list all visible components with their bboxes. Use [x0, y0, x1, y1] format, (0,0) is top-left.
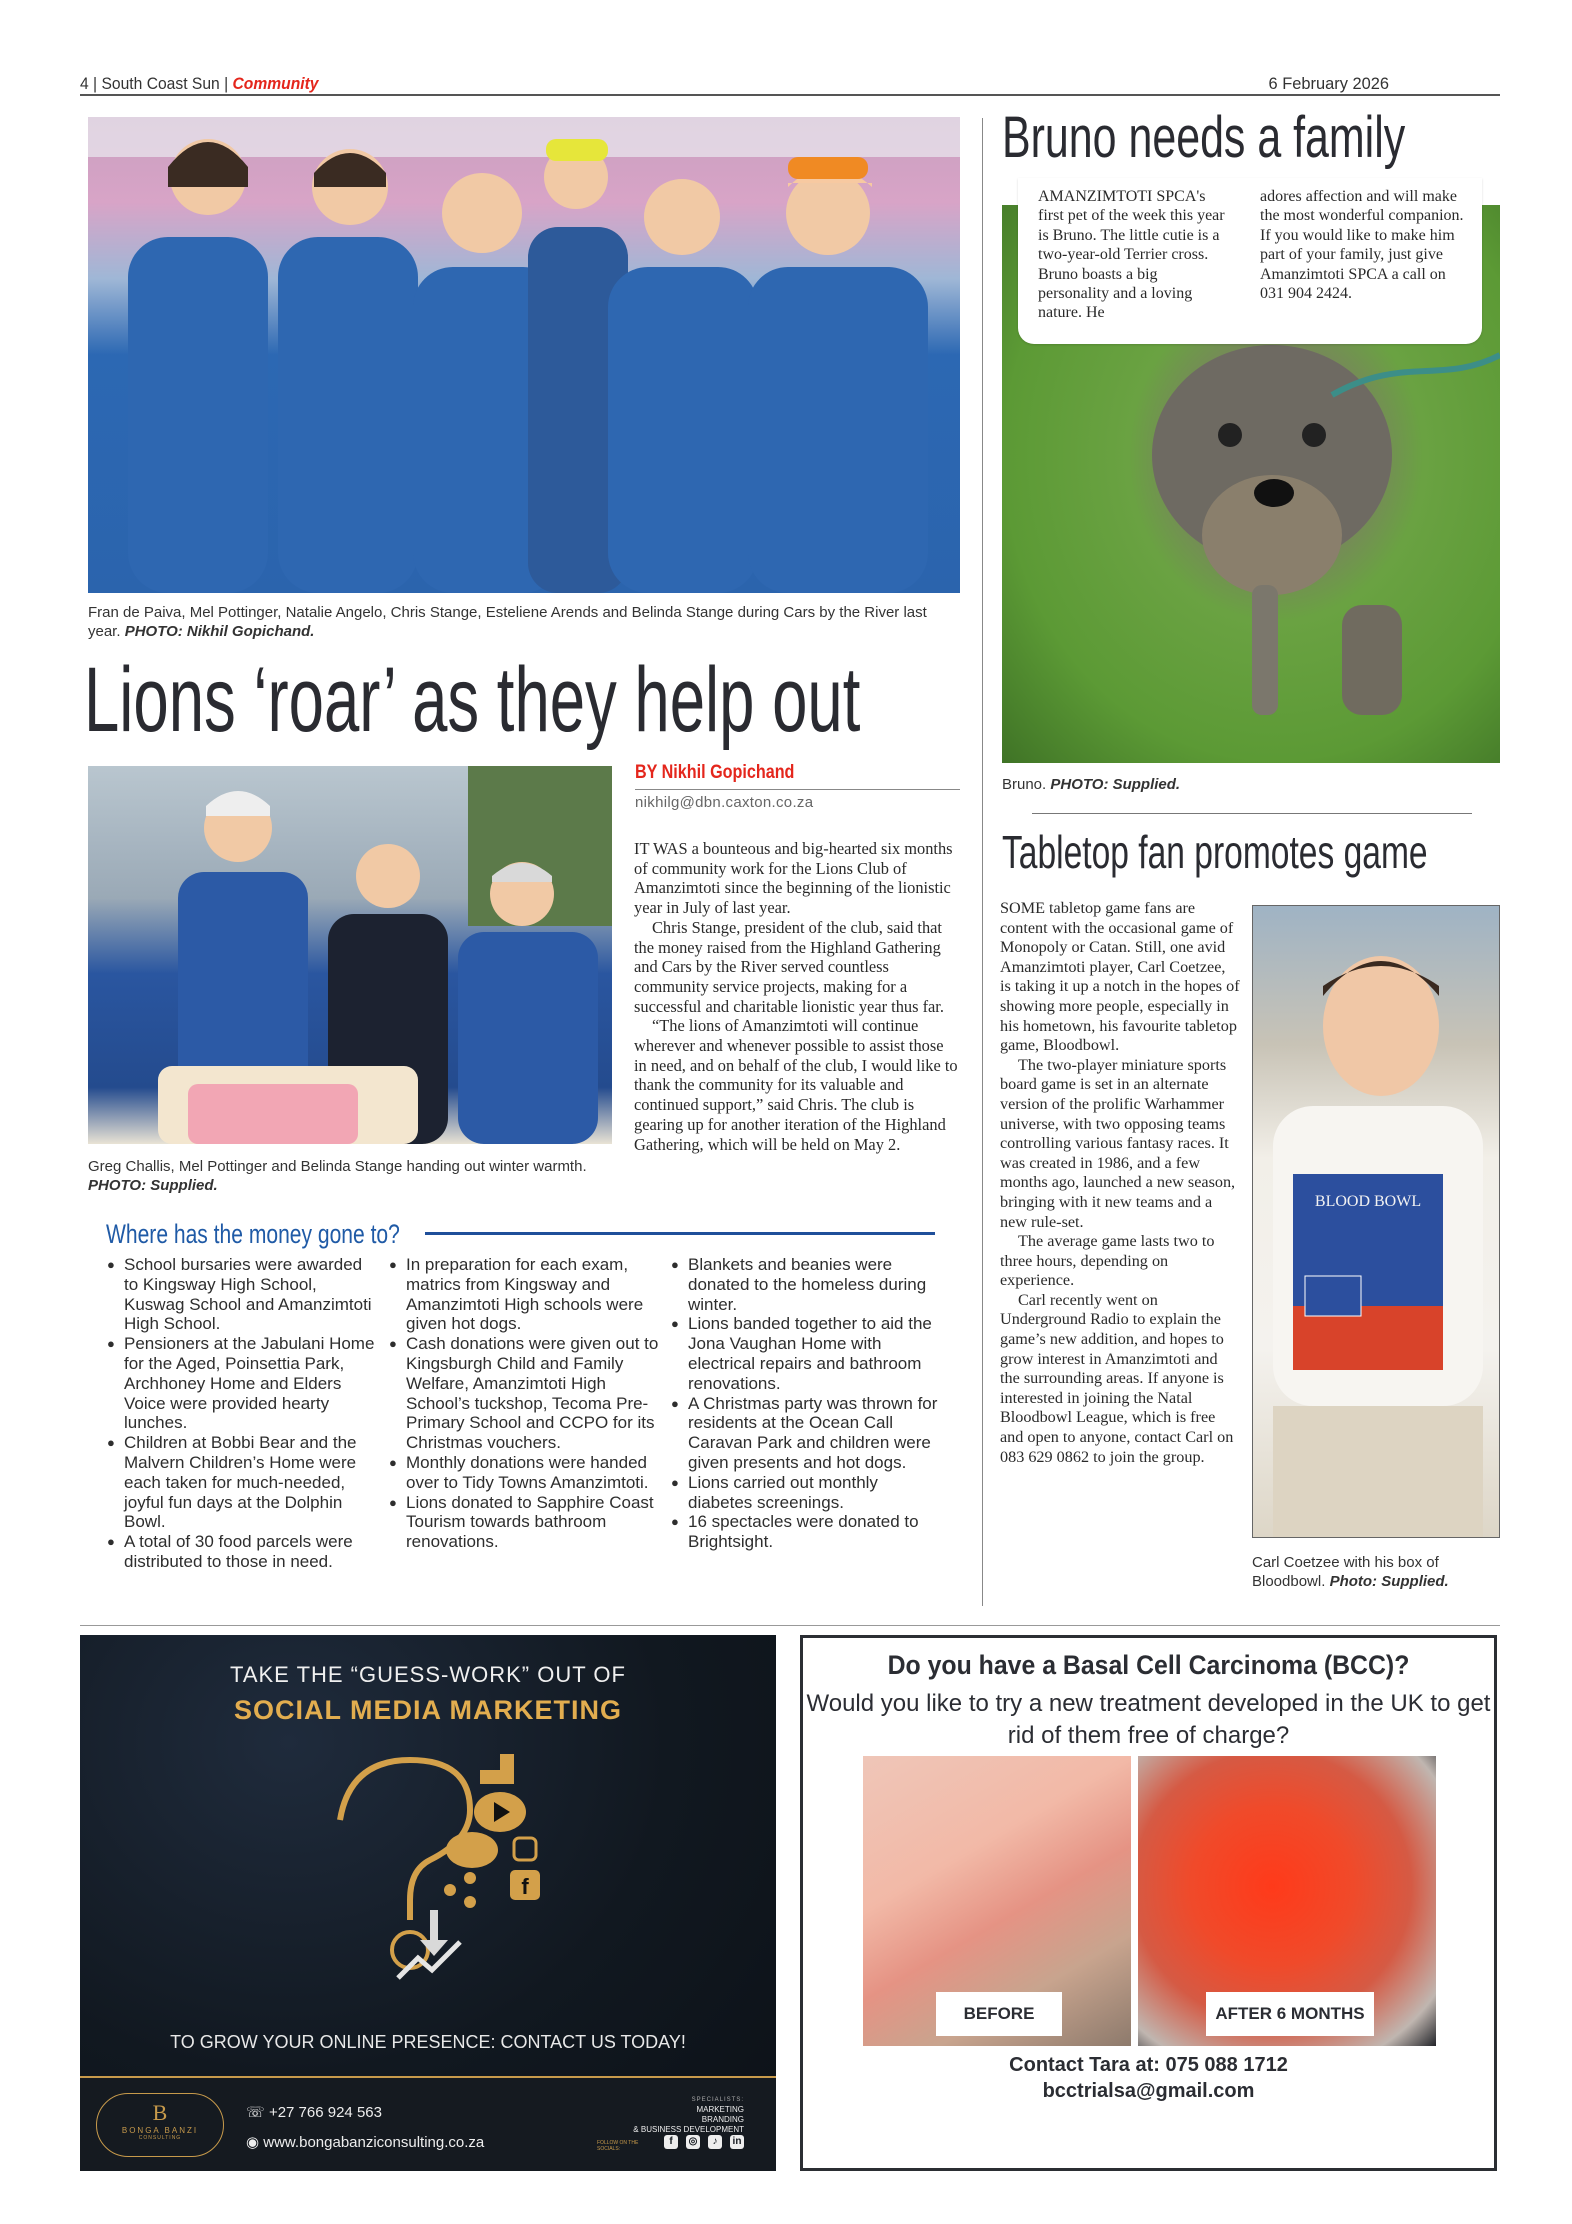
tabletop-paragraph: SOME tabletop game fans are content with the occasional game of Monopoly or Catan. Still, one avid Amanzimtoti player, Carl Coetzee, is taking it up a notch in the hopes of showing more people, especially in his hometown, his favourite tabletop game, Bloodbowl.	[1000, 899, 1240, 1055]
after-label: AFTER 6 MONTHS	[1206, 1992, 1374, 2036]
book-title: BLOOD BOWL	[1314, 1193, 1422, 1210]
sidebar-list-col2	[389, 1255, 659, 1552]
lions-winter-illustration	[88, 766, 612, 1144]
list-item: ● Monthly donations were handed over to Tidy Towns Amanzimtoti.	[389, 1453, 659, 1493]
facebook-icon[interactable]: f	[664, 2135, 678, 2149]
globe-icon: ◉	[246, 2134, 260, 2151]
header-rule	[80, 94, 1500, 96]
list-item: ● In preparation for each exam, matrics from Kingsway and Amanzimtoti High schools were given hot dogs.	[389, 1255, 659, 1334]
sidebar-title: Where has the money gone to?	[106, 1219, 400, 1249]
publication-name: South Coast Sun	[101, 74, 220, 93]
photo1-caption: Fran de Paiva, Mel Pottinger, Natalie Angelo, Chris Stange, Esteliene Arends and Belinda Stange during Cars by the River last year. PHOTO: Nikhil Gopichand.	[88, 604, 927, 640]
svg-text:f: f	[521, 1874, 529, 1899]
list-item: ● A Christmas party was thrown for residents at the Ocean Call Caravan Park and children were given presents and hot dogs.	[671, 1394, 941, 1473]
ad-website[interactable]: ◉ www.bongabanziconsulting.co.za	[246, 2134, 485, 2151]
lions-paragraph: IT WAS a bounteous and big-hearted six months of community work for the Lions Club of Amanzimtoti since the beginning of the lionistic year in July of last year.	[634, 839, 953, 918]
sidebar-title-rule	[425, 1232, 935, 1235]
photo2-credit: PHOTO: Supplied.	[88, 1177, 218, 1194]
bcc-headline: Do you have a Basal Cell Carcinoma (BCC)?	[887, 1650, 1410, 1680]
list-item: ● Lions banded together to aid the Jona Vaughan Home with electrical repairs and bathroom renovations.	[671, 1314, 941, 1393]
list-item: ● Cash donations were given out to Kingsburgh Child and Family Welfare, Amanzimtoti High School’s tuckshop, Tecoma Pre-Primary School and CCPO for its Christmas vouchers.	[389, 1334, 659, 1453]
lions-paragraph: “The lions of Amanzimtoti will continue wherever and whenever possible to assist those in need, and on behalf of the club, I would like to thank the community for its valuable and continued support,” said Chris. The club is gearing up for another iteration of the Highland Gathering, which will be held on May 2.	[634, 1016, 958, 1154]
page-header	[80, 68, 1390, 94]
tabletop-paragraph: Carl recently went on Underground Radio to explain the game’s new addition, and hopes to grow interest in Amanzimtoti and the surrounding areas. If anyone is interested in joining the Natal Bloodbowl League, which is free and open to anyone, contact Carl on 083 629 0862 to join the group.	[1000, 1290, 1234, 1466]
page-number: 4	[80, 74, 89, 93]
carl-illustration	[1253, 906, 1500, 1538]
list-item: ● School bursaries were awarded to Kingsway High School, Kuswag School and Amanzimtoti High School.	[107, 1255, 377, 1334]
byline: BY Nikhil Gopichand	[635, 762, 795, 783]
list-item: ● A total of 30 food parcels were distributed to those in need.	[107, 1532, 377, 1572]
ad-specialties: SPECIALISTS: MARKETING BRANDING & BUSINESS DEVELOPMENT	[633, 2097, 744, 2134]
tabletop-headline: Tabletop fan promotes game	[1002, 826, 1428, 878]
ad-phone[interactable]: ☏ +27 766 924 563	[246, 2104, 382, 2121]
thumbs-up-icon	[480, 1754, 514, 1784]
lions-headline: Lions ‘roar’ as they help out	[84, 649, 861, 751]
instagram-icon[interactable]: ◎	[686, 2135, 700, 2149]
photo2-caption: Greg Challis, Mel Pottinger and Belinda Stange handing out winter warmth. PHOTO: Supplied.	[88, 1158, 587, 1194]
bruno-caption: Bruno. PHOTO: Supplied.	[1002, 776, 1181, 793]
tabletop-body	[1000, 899, 1240, 1467]
lions-group-photo	[88, 117, 960, 593]
follow-label: FOLLOW ON THE SOCIALS:	[597, 2140, 639, 2152]
ad-line2: SOCIAL MEDIA MARKETING	[233, 1695, 622, 1725]
list-item: ● 16 spectacles were donated to Brightsight.	[671, 1512, 941, 1552]
before-label: BEFORE	[936, 1992, 1062, 2036]
list-item: ● Children at Bobbi Bear and the Malvern Children’s Home were each taken for much-needed, joyful fun days at the Dolphin Bowl.	[107, 1433, 377, 1532]
bcc-subhead: Would you like to try a new treatment developed in the UK to get rid of them free of charge?	[806, 1690, 1491, 1749]
lions-paragraph: Chris Stange, president of the club, said that the money raised from the Highland Gathering and Cars by the River served countless community service projects, making for a successful and charitable lionistic year thus far.	[634, 917, 944, 1016]
whatsapp-phone-icon: ☏	[246, 2104, 265, 2121]
bcc-trial-ad[interactable]	[800, 1635, 1497, 2171]
list-item: ● Lions donated to Sapphire Coast Tourism towards bathroom renovations.	[389, 1493, 659, 1552]
chat-bubble-icon	[446, 1832, 498, 1868]
bcc-contact[interactable]: Contact Tara at: 075 088 1712	[1009, 2054, 1288, 2076]
issue-date: 6 February 2026	[1268, 74, 1390, 93]
arrow-down-icon	[420, 1910, 448, 1956]
ad-line1: TAKE THE “GUESS-WORK” OUT OF	[230, 1662, 626, 1687]
bruno-credit: PHOTO: Supplied.	[1050, 776, 1181, 793]
social-media-ad[interactable]	[80, 1635, 776, 2171]
lions-winter-photo	[88, 766, 612, 1144]
sidebar-list-col3	[671, 1255, 941, 1552]
list-item: ● Blankets and beanies were donated to the homeless during winter.	[671, 1255, 941, 1314]
byline-rule	[635, 789, 960, 790]
list-item: ● Lions carried out monthly diabetes screenings.	[671, 1473, 941, 1513]
ad-cta: TO GROW YOUR ONLINE PRESENCE: CONTACT US TODAY!	[170, 2032, 686, 2052]
author-email[interactable]: nikhilg@dbn.caxton.co.za	[635, 794, 814, 811]
section-name: Community	[232, 74, 319, 93]
carl-photo	[1252, 905, 1500, 1538]
section-rule	[1032, 813, 1472, 814]
instagram-icon	[514, 1838, 536, 1860]
bruno-col1: AMANZIMTOTI SPCA's first pet of the week this year is Bruno. The little cutie is a two-year-old Terrier cross. Bruno boasts a big personality and a loving nature. He	[1038, 188, 1225, 322]
social-icons	[664, 2135, 744, 2149]
social-marketing-graphic	[300, 1750, 560, 1980]
ads-divider	[80, 1625, 1500, 1626]
tabletop-paragraph: The average game lasts two to three hours, depending on experience.	[1000, 1232, 1215, 1290]
tabletop-paragraph: The two-player miniature sports board game is set in an alternate version of the prolific Warhammer universe, with two opposing teams controlling various fantasy races. It was created in 1986, and a few months ago, launched a new season, bringing with it new teams and a new rule-set.	[1000, 1055, 1236, 1231]
folio: 4 | South Coast Sun | Community	[80, 74, 319, 93]
lions-group-illustration	[88, 117, 960, 593]
bruno-col2: adores affection and will make the most wonderful companion. If you would like to make him part of your family, just give Amanzimtoti SPCA a call on 031 904 2424.	[1260, 188, 1464, 303]
photo1-credit: PHOTO: Nikhil Gopichand.	[124, 623, 315, 640]
carl-credit: Photo: Supplied.	[1329, 1573, 1449, 1590]
lions-body	[634, 839, 960, 1154]
linkedin-icon[interactable]: in	[730, 2135, 744, 2149]
sidebar-list-col1	[107, 1255, 377, 1572]
tiktok-icon[interactable]: ♪	[708, 2135, 722, 2149]
bonga-banzi-logo: B BONGA BANZI CONSULTING	[96, 2093, 224, 2157]
bruno-text-box	[1018, 178, 1482, 344]
bruno-headline: Bruno needs a family	[1002, 105, 1406, 170]
column-divider	[982, 118, 983, 1606]
list-item: ● Pensioners at the Jabulani Home for the Aged, Poinsettia Park, Archhoney Home and Elders Voice were provided hearty lunches.	[107, 1334, 377, 1433]
carl-caption: Carl Coetzee with his box of Bloodbowl. Photo: Supplied.	[1252, 1554, 1449, 1590]
bcc-email[interactable]: bcctrialsa@gmail.com	[1042, 2080, 1255, 2102]
